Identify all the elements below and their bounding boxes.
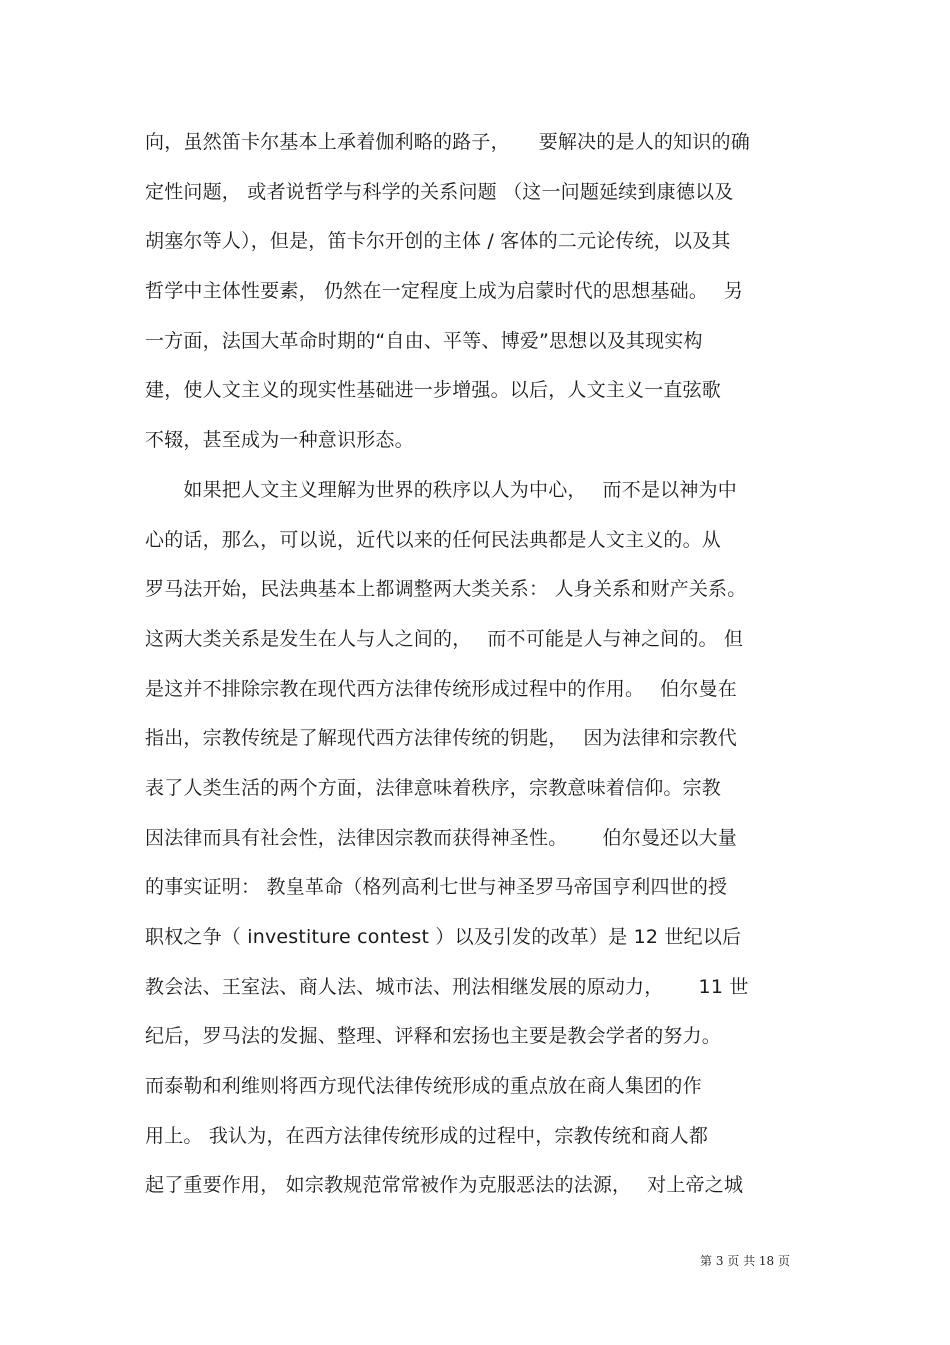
text-line: 用上。 我认为，在西方法律传统形成的过程中，宗教传统和商人都 bbox=[145, 1124, 709, 1147]
text-line: 不辍，甚至成为一种意识形态。 bbox=[145, 429, 414, 452]
text-line: 定性问题， 或者说哲学与科学的关系问题 （这一问题延续到康德以及 bbox=[145, 180, 734, 203]
text-line: 一方面，法国大革命时期的“自由、平等、博爱”思想以及其现实构 bbox=[145, 329, 703, 352]
text-line: 罗马法开始，民法典基本上都调整两大类关系： 人身关系和财产关系。 bbox=[145, 578, 747, 601]
text-line: 如果把人文主义理解为世界的秩序以人为中心， 而不是以神为中 bbox=[145, 478, 737, 501]
text-line: 心的话，那么，可以说，近代以来的任何民法典都是人文主义的。从 bbox=[145, 528, 722, 551]
text-line: 教会法、王室法、商人法、城市法、刑法相继发展的原动力， 11 世 bbox=[145, 975, 749, 998]
text-line: 这两大类关系是发生在人与人之间的， 而不可能是人与神之间的。 但 bbox=[145, 627, 744, 650]
text-line: 职权之争（ investiture contest ）以及引发的改革）是 12 世纪以后 bbox=[145, 926, 742, 948]
text-line: 哲学中主体性要素， 仍然在一定程度上成为启蒙时代的思想基础。 另 bbox=[145, 280, 744, 303]
text-line: 的事实证明： 教皇革命（格列高利七世与神圣罗马帝国亨利四世的授 bbox=[145, 876, 728, 899]
text-line: 因法律而具有社会性，法律因宗教而获得神圣性。 伯尔曼还以大量 bbox=[145, 826, 737, 849]
page-number-footer: 第 3 页 共 18 页 bbox=[700, 1254, 790, 1268]
text-line: 而泰勒和利维则将西方现代法律传统形成的重点放在商人集团的作 bbox=[145, 1075, 702, 1098]
text-line: 建，使人文主义的现实性基础进一步增强。以后，人文主义一直弦歌 bbox=[145, 379, 722, 402]
text-line: 表了人类生活的两个方面，法律意味着秩序，宗教意味着信仰。宗教 bbox=[145, 776, 722, 799]
text-line: 是这并不排除宗教在现代西方法律传统形成过程中的作用。 伯尔曼在 bbox=[145, 677, 737, 700]
text-line: 起了重要作用， 如宗教规范常常被作为克服恶法的法源， 对上帝之城 bbox=[145, 1174, 744, 1197]
text-line: 指出，宗教传统是了解现代西方法律传统的钥匙， 因为法律和宗教代 bbox=[145, 727, 737, 750]
text-line: 胡塞尔等人），但是，笛卡尔开创的主体 / 客体的二元论传统，以及其 bbox=[145, 230, 731, 253]
body-text bbox=[145, 118, 815, 1211]
text-line: 向，虽然笛卡尔基本上承着伽利略的路子， 要解决的是人的知识的确 bbox=[145, 131, 750, 153]
text-line: 纪后，罗马法的发掘、整理、评释和宏扬也主要是教会学者的努力。 bbox=[145, 1025, 722, 1048]
